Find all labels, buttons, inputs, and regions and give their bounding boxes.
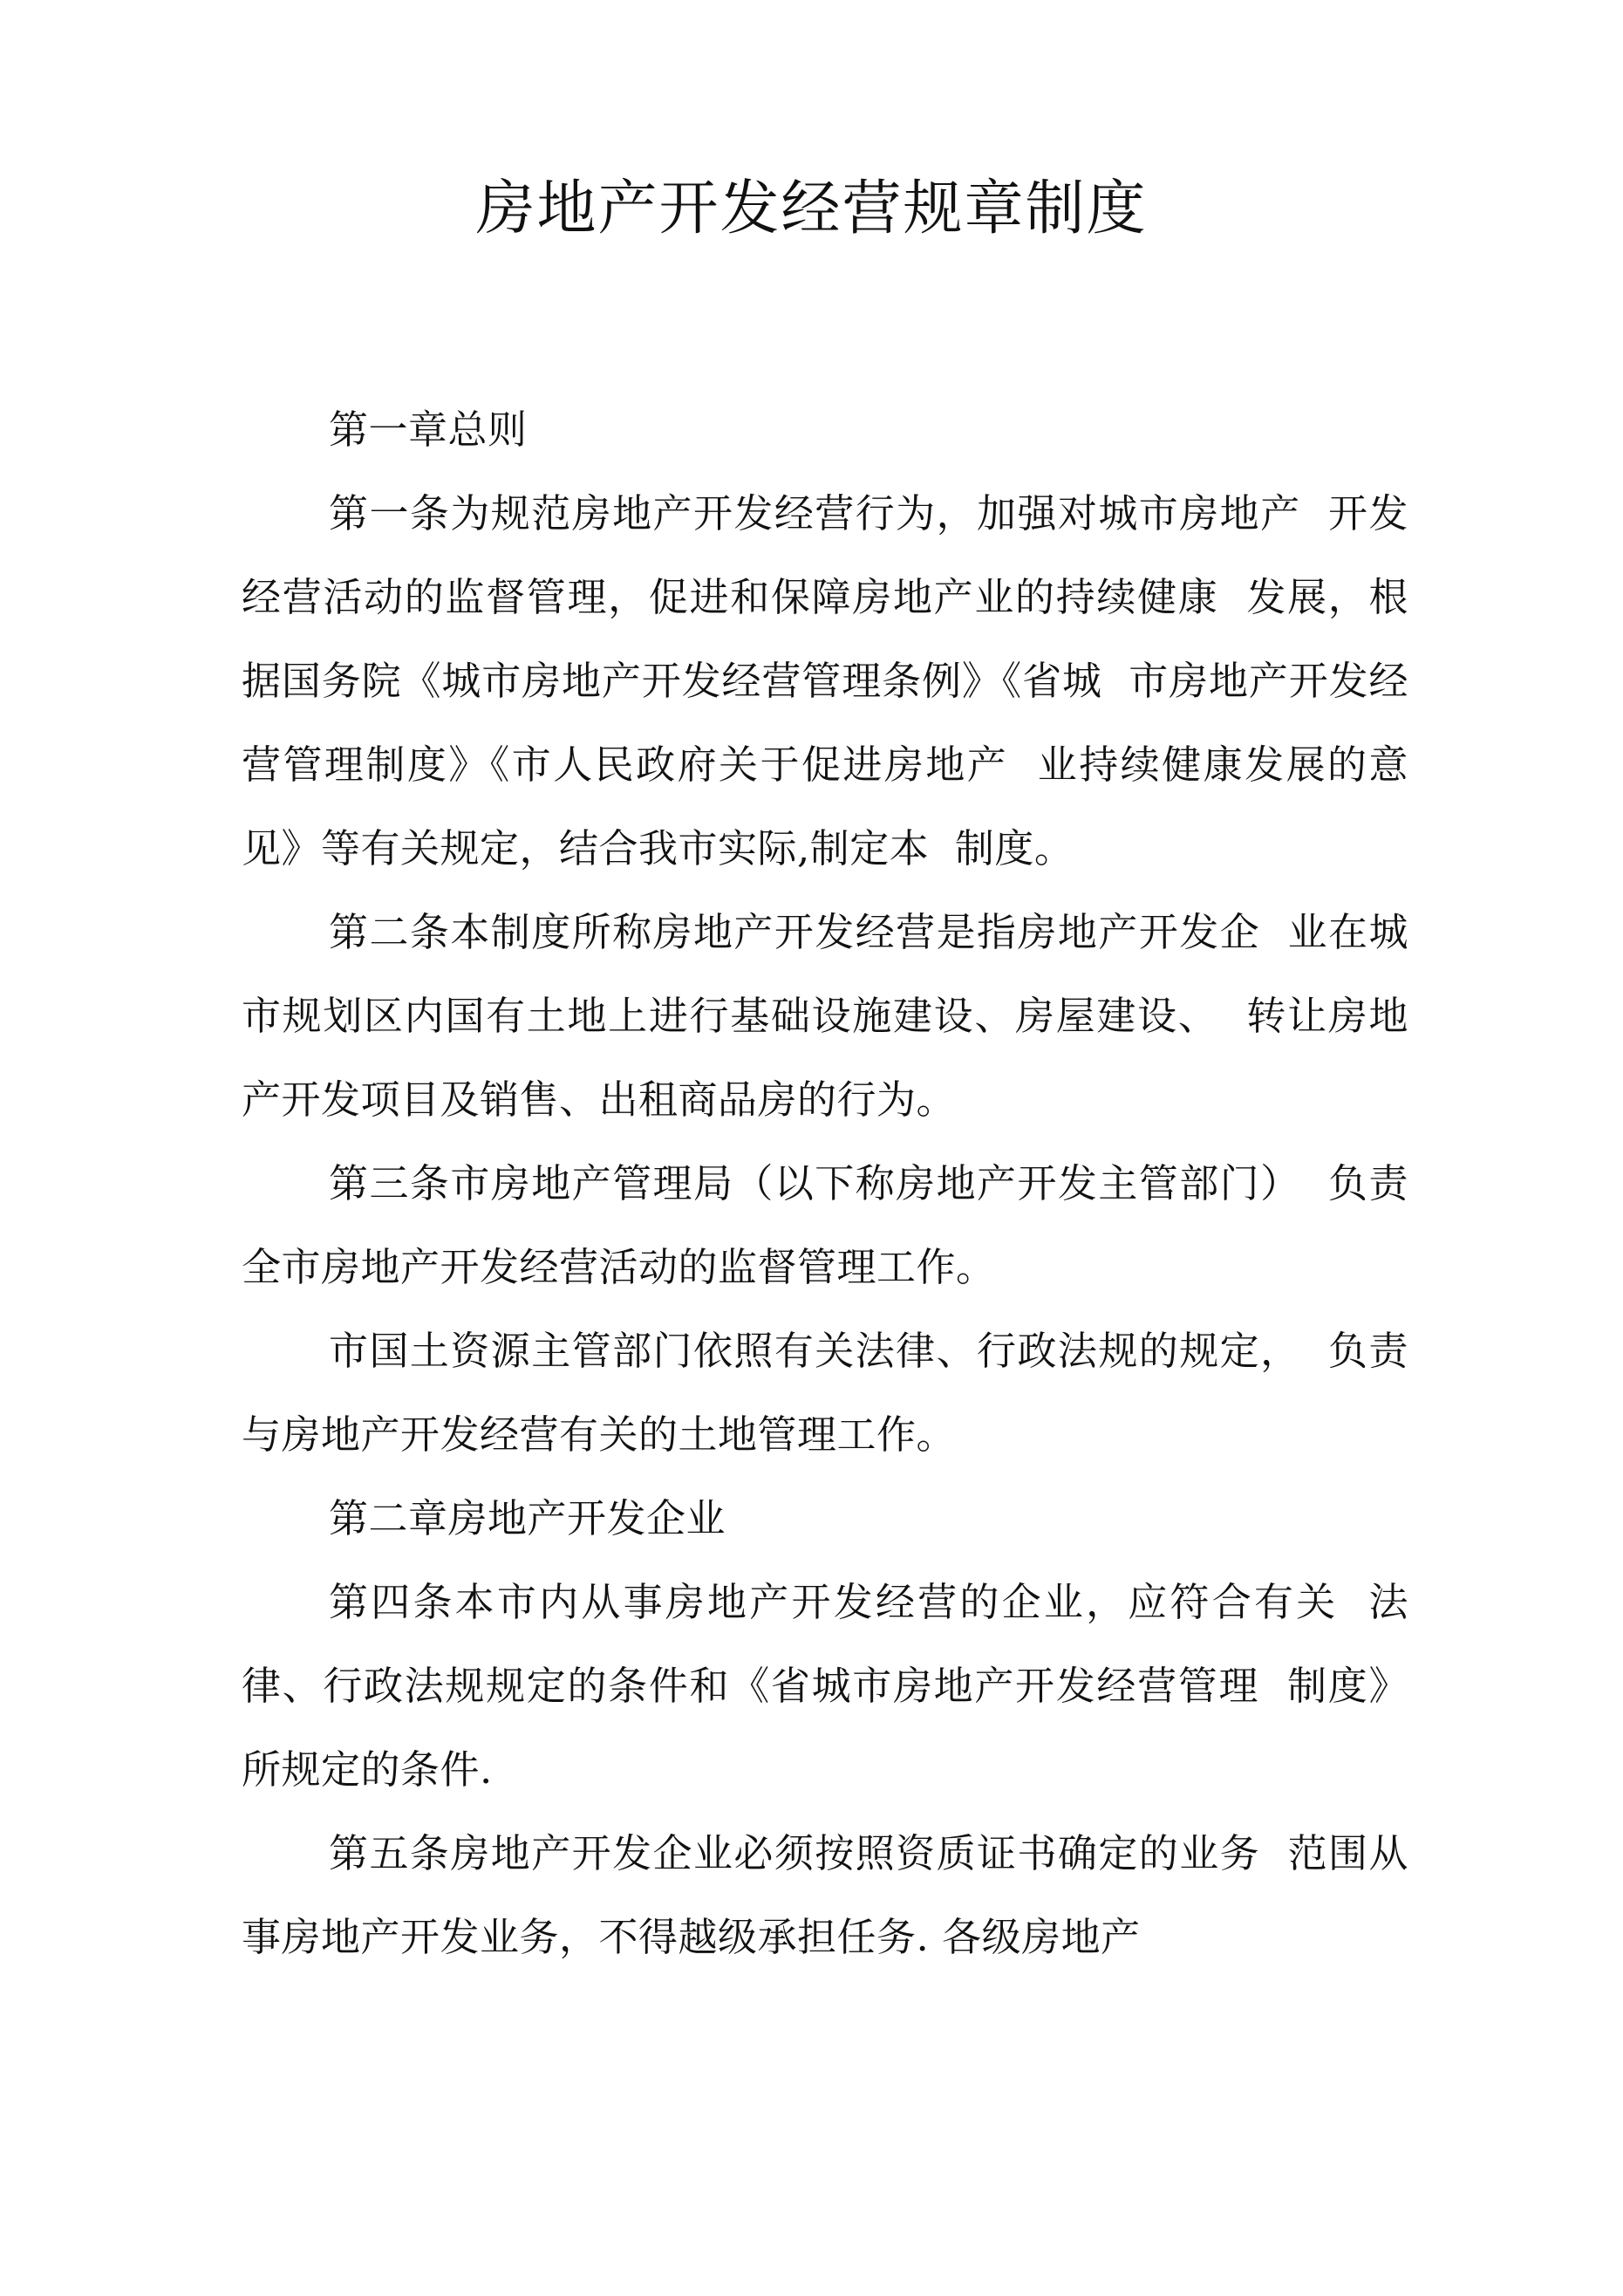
article-5: 第五条房地产开发企业必须按照资质证书确定的业务 范围从事房地产开发业务，不得越级承担任务. 各级房地产 [242,1830,1408,1960]
article-1: 第一条为规范房地产开发经营行为，加强对城市房地产 开发经营活动的监督管理，促进和保障房地产业的持续健康 发展，根据国务院《城市房地产开发经营管理条例》《省城 市房地产开发经营管理制度》《市人民政府关于促进房地产 业持续健康发展的意见》等有关规定，结合我市实际,制定本 制度。 [242,490,1408,871]
article-3: 第三条市房地产管理局（以下称房地产开发主管部门） 负责全市房地产开发经营活动的监督管理工作。 [242,1160,1408,1290]
chapter-heading-2: 第二章房地产开发企业 [329,1495,726,1541]
chapter-heading-1: 第一章总则 [329,407,528,453]
document-title: 房地产开发经营规章制度 [475,174,1148,243]
document-body [242,388,1408,1979]
article-4: 第四条本市内从事房地产开发经营的企业，应符合有关 法律、行政法规规定的条件和《省城市房地产开发经营管理 制度》所规定的条件. [242,1579,1408,1793]
article-3-paragraph-2: 市国土资源主管部门依照有关法律、行政法规的规定， 负责与房地产开发经营有关的土地管理工作。 [242,1328,1408,1458]
article-2: 第二条本制度所称房地产开发经营是指房地产开发企 业在城市规划区内国有土地上进行基础设施建设、房屋建设、 转让房地产开发项目及销售、出租商品房的行为。 [242,909,1408,1123]
